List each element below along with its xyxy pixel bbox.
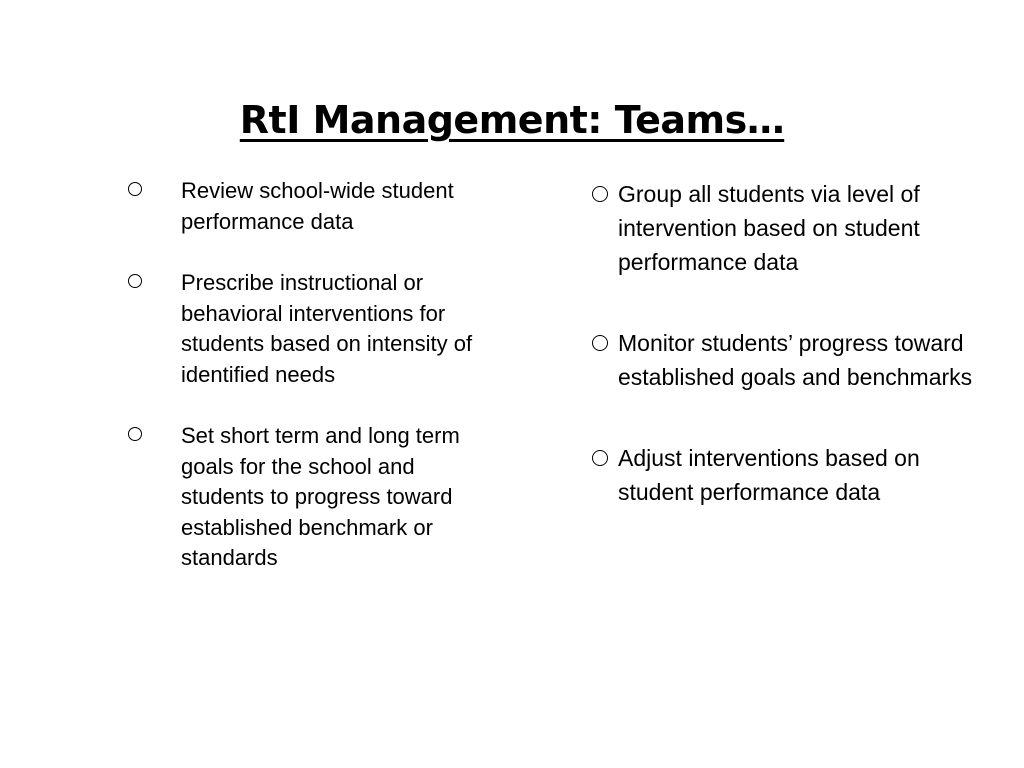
list-item-text: Set short term and long term goals for the school and students to progress toward established benchmark or standards xyxy=(181,423,460,570)
hollow-circle-icon xyxy=(590,177,618,211)
slide-title xyxy=(0,92,1024,148)
list-item xyxy=(124,176,484,237)
left-bullet-list xyxy=(124,176,484,605)
list-item-text: Prescribe instructional or behavioral interventions for students based on intensity of identified needs xyxy=(181,270,473,387)
hollow-circle-icon xyxy=(124,176,181,206)
list-item xyxy=(590,441,990,509)
list-item-text: Adjust interventions based on student performance data xyxy=(618,445,920,505)
hollow-circle-icon xyxy=(590,441,618,475)
list-item-text: Review school-wide student performance data xyxy=(181,178,454,234)
list-item xyxy=(124,421,484,574)
list-item xyxy=(590,177,990,279)
list-item-text: Group all students via level of intervention based on student performance data xyxy=(618,181,920,275)
list-item xyxy=(124,268,484,390)
hollow-circle-icon xyxy=(590,326,618,360)
slide-title-text: RtI Management: Teams… xyxy=(239,98,785,142)
hollow-circle-icon xyxy=(124,268,181,298)
list-item xyxy=(590,326,990,394)
list-item-text: Monitor students’ progress toward established goals and benchmarks xyxy=(618,330,973,390)
right-bullet-list xyxy=(590,177,990,556)
hollow-circle-icon xyxy=(124,421,181,451)
